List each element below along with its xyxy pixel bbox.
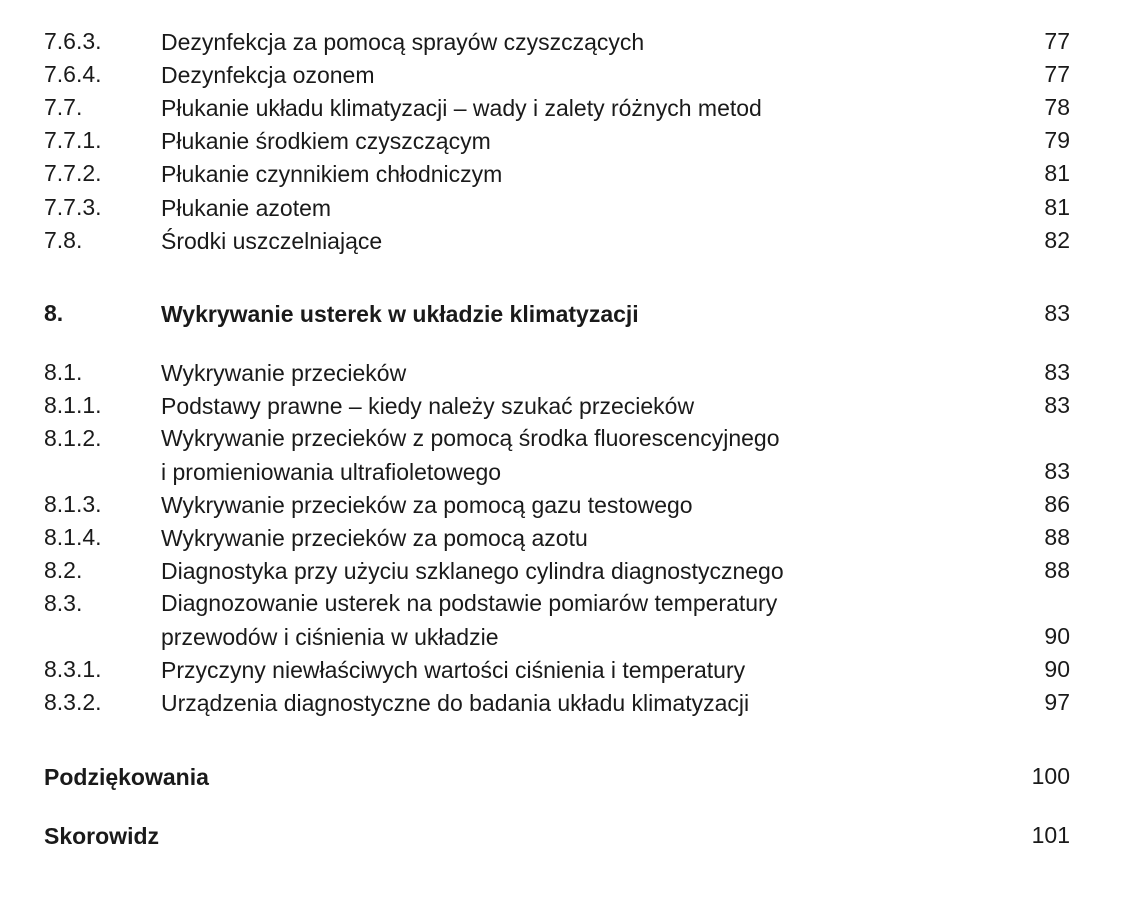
- toc-entry-8-3-1: [0, 656, 1128, 689]
- section-number: 8.1.4.: [44, 524, 102, 550]
- toc-entry-7-6-3: [0, 28, 1128, 61]
- section-number: 8.2.: [44, 557, 83, 583]
- toc-entry-8-1: [0, 359, 1128, 392]
- toc-entry-8-1-3: [0, 491, 1128, 524]
- chapter-title: Wykrywanie usterek w układzie klimatyzacji: [161, 301, 639, 327]
- dot-leader: [702, 392, 990, 414]
- toc-entry-7-7-3: [0, 194, 1128, 227]
- dot-leader: [770, 94, 990, 116]
- page-number: 83: [1044, 458, 1070, 484]
- section-number: 8.3.2.: [44, 689, 102, 715]
- toc-entry-8-3: [0, 590, 1128, 656]
- page-number: 82: [1044, 227, 1070, 253]
- page-number: 81: [1044, 194, 1070, 220]
- section-number: 8.1.3.: [44, 491, 102, 517]
- section-title: Diagnostyka przy użyciu szklanego cylindra diagnostycznego: [161, 558, 784, 584]
- dot-leader: [390, 227, 990, 249]
- page-number: 78: [1044, 94, 1070, 120]
- toc-entry-7-6-4: [0, 61, 1128, 94]
- section-title: Dezynfekcja ozonem: [161, 62, 375, 88]
- page-number: 83: [1044, 359, 1070, 385]
- toc-entry-8-2: [0, 557, 1128, 590]
- toc-entry-8-1-2: [0, 425, 1128, 491]
- section-title: Wykrywanie przecieków za pomocą azotu: [161, 525, 588, 551]
- dot-leader: [596, 524, 990, 546]
- section-number: 8.1.2.: [44, 425, 102, 451]
- page-number: 88: [1044, 524, 1070, 550]
- toc-entry-7-7: [0, 94, 1128, 127]
- section-title: Urządzenia diagnostyczne do badania układu klimatyzacji: [161, 690, 750, 716]
- toc-entry-8-3-2: [0, 689, 1128, 722]
- page-number: 101: [1031, 822, 1070, 848]
- section-title: i promieniowania ultrafioletowego: [161, 459, 502, 485]
- dot-leader: [652, 28, 990, 50]
- page-number: 77: [1044, 28, 1070, 54]
- dot-leader: [701, 491, 990, 513]
- toc-entry-acknowledgements: [0, 763, 1128, 796]
- page-number: 90: [1044, 656, 1070, 682]
- section-number: 7.7.3.: [44, 194, 102, 220]
- section-number: 8.3.1.: [44, 656, 102, 682]
- section-number: 8.3.: [44, 590, 83, 616]
- dot-leader: [507, 623, 991, 645]
- section-number: 7.7.2.: [44, 160, 102, 186]
- toc-entry-7-7-2: [0, 160, 1128, 193]
- section-title-line1: Wykrywanie przecieków z pomocą środka fluorescencyjnego: [161, 425, 780, 451]
- dot-leader: [792, 557, 990, 579]
- section-number: 7.6.3.: [44, 28, 102, 54]
- toc-entry-7-8: [0, 227, 1128, 260]
- dot-leader: [757, 689, 990, 711]
- page-number: 97: [1044, 689, 1070, 715]
- chapter-number: 8.: [44, 300, 64, 326]
- dot-leader: [509, 458, 990, 480]
- index-title: Skorowidz: [44, 823, 160, 849]
- dot-leader: [383, 61, 991, 83]
- dot-leader: [647, 300, 990, 322]
- section-number: 7.7.: [44, 94, 83, 120]
- dot-leader: [499, 127, 990, 149]
- acknowledgements-title: Podziękowania: [44, 764, 209, 790]
- toc-entry-index: [0, 822, 1128, 855]
- dot-leader: [510, 160, 990, 182]
- section-title: Przyczyny niewłaściwych wartości ciśnienia i temperatury: [161, 657, 746, 683]
- section-title: Płukanie układu klimatyzacji – wady i zalety różnych metod: [161, 95, 762, 121]
- section-title: Dezynfekcja za pomocą sprayów czyszczących: [161, 29, 645, 55]
- section-title: Wykrywanie przecieków za pomocą gazu testowego: [161, 492, 693, 518]
- page-number: 83: [1044, 300, 1070, 326]
- section-title: Płukanie azotem: [161, 195, 332, 221]
- section-number: 7.8.: [44, 227, 83, 253]
- page-number: 81: [1044, 160, 1070, 186]
- section-title: Płukanie czynnikiem chłodniczym: [161, 161, 503, 187]
- section-number: 7.6.4.: [44, 61, 102, 87]
- dot-leader: [217, 763, 990, 785]
- section-title: Płukanie środkiem czyszczącym: [161, 128, 491, 154]
- page-number: 90: [1044, 623, 1070, 649]
- dot-leader: [167, 822, 990, 844]
- section-title: Podstawy prawne – kiedy należy szukać przecieków: [161, 393, 695, 419]
- page-number: 77: [1044, 61, 1070, 87]
- section-title: Wykrywanie przecieków: [161, 360, 407, 386]
- section-number: 8.1.: [44, 359, 83, 385]
- toc-entry-7-7-1: [0, 127, 1128, 160]
- section-title: przewodów i ciśnienia w układzie: [161, 624, 499, 650]
- section-number: 7.7.1.: [44, 127, 102, 153]
- toc-entry-8-1-1: [0, 392, 1128, 425]
- dot-leader: [414, 359, 990, 381]
- toc-entry-chapter-8: [0, 300, 1128, 333]
- section-title: Środki uszczelniające: [161, 228, 383, 254]
- page-number: 88: [1044, 557, 1070, 583]
- section-title-line1: Diagnozowanie usterek na podstawie pomiarów temperatury: [161, 590, 778, 616]
- toc-entry-8-1-4: [0, 524, 1128, 557]
- page-number: 83: [1044, 392, 1070, 418]
- page-number: 79: [1044, 127, 1070, 153]
- page-number: 100: [1031, 763, 1070, 789]
- dot-leader: [753, 656, 990, 678]
- section-number: 8.1.1.: [44, 392, 102, 418]
- dot-leader: [339, 194, 990, 216]
- page-number: 86: [1044, 491, 1070, 517]
